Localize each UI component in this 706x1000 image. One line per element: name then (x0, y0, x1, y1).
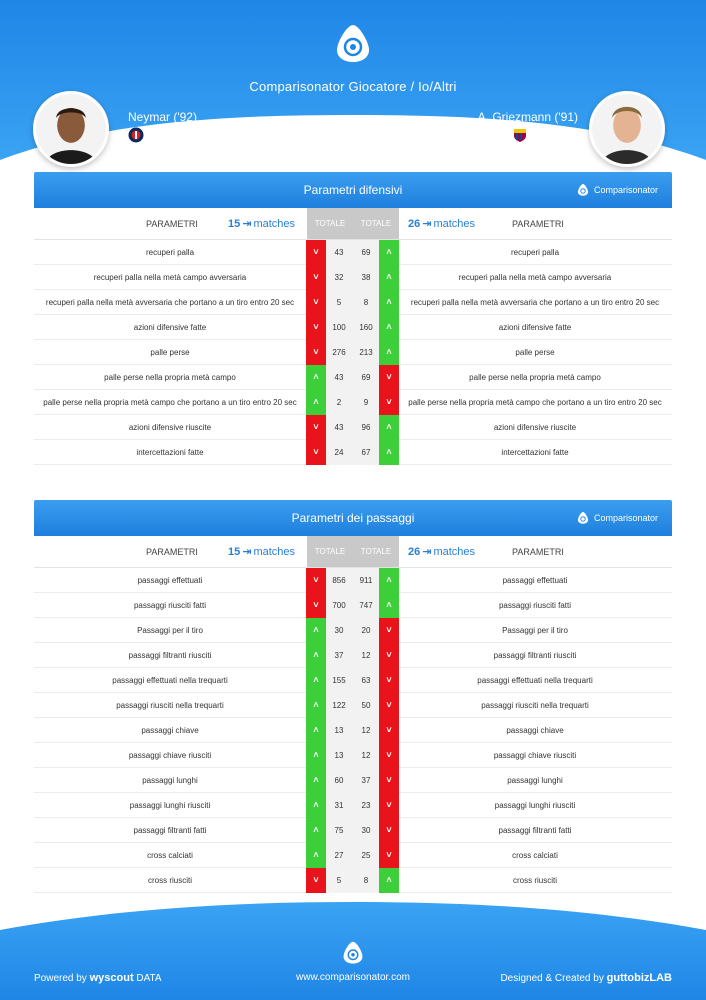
chevron-up-icon: ˄ (306, 793, 326, 818)
matches-right-text: matches (433, 218, 476, 230)
param-label-left: palle perse nella propria metà campo (104, 373, 236, 382)
value-left: 5 (336, 298, 342, 307)
value-right: 30 (361, 826, 371, 835)
matches-right-count: 26 (408, 218, 421, 230)
param-label-right: passaggi effettuati (502, 576, 568, 585)
chevron-up-icon: ˄ (306, 693, 326, 718)
param-label-left: passaggi filtranti riusciti (128, 651, 212, 660)
chevron-down-icon: ˅ (306, 568, 326, 593)
value-right: 911 (359, 576, 373, 585)
matches-right (408, 217, 475, 230)
player-left-name: Neymar ('92) (128, 110, 197, 124)
chevron-up-icon: ˄ (379, 240, 399, 265)
column-header (34, 536, 672, 568)
table-row (34, 743, 672, 768)
value-right: 8 (363, 876, 369, 885)
param-header-left: PARAMETRI (146, 547, 198, 557)
section-defensive (34, 172, 672, 465)
matches-left-text: matches (253, 218, 296, 230)
chevron-down-icon: ˅ (379, 818, 399, 843)
value-right: 25 (361, 851, 371, 860)
value-left: 122 (332, 701, 346, 710)
data-word: DATA (136, 973, 162, 984)
value-left: 60 (334, 776, 344, 785)
table-row (34, 240, 672, 265)
param-label-left: recuperi palla (145, 248, 195, 257)
value-left: 155 (332, 676, 346, 685)
param-label-right: Passaggi per il tiro (502, 626, 568, 635)
param-label-left: passaggi riusciti fatti (133, 601, 207, 610)
value-left: 24 (334, 448, 344, 457)
app-title: Comparisonator Giocatore / Io/Altri (249, 79, 457, 94)
chevron-up-icon: ˄ (379, 265, 399, 290)
param-label-left: passaggi chiave riusciti (128, 751, 212, 760)
table-row (34, 693, 672, 718)
param-label-right: passaggi riusciti nella trequarti (481, 701, 589, 710)
chevron-up-icon: ˄ (306, 743, 326, 768)
value-left: 43 (334, 423, 344, 432)
sign-in-icon: ⇥ (422, 546, 432, 558)
param-label-right: passaggi filtranti fatti (498, 826, 572, 835)
section-passing (34, 500, 672, 893)
creator-logo: guttobizLAB (606, 972, 672, 984)
section-brand-label: Comparisonator (593, 513, 658, 523)
total-header-right: TOTALE (353, 536, 399, 567)
value-right: 37 (361, 776, 371, 785)
chevron-down-icon: ˅ (379, 743, 399, 768)
param-label-right: passaggi chiave (506, 726, 564, 735)
player-right-name: A. Griezmann ('91) (477, 110, 578, 124)
value-left: 276 (332, 348, 346, 357)
footer-logo-icon (340, 940, 366, 966)
matches-right-text: matches (433, 546, 476, 558)
chevron-down-icon: ˅ (306, 593, 326, 618)
chevron-up-icon: ˄ (379, 568, 399, 593)
chevron-down-icon: ˅ (306, 265, 326, 290)
table-row (34, 315, 672, 340)
player-right-photo (592, 94, 662, 164)
chevron-down-icon: ˅ (306, 290, 326, 315)
value-left: 100 (332, 323, 346, 332)
chevron-up-icon: ˄ (379, 593, 399, 618)
chevron-up-icon: ˄ (306, 718, 326, 743)
param-label-right: passaggi filtranti riusciti (493, 651, 577, 660)
table-row (34, 718, 672, 743)
powered-by-label: Powered by (34, 973, 87, 984)
player-left-photo (36, 94, 106, 164)
value-right: 96 (361, 423, 371, 432)
table-row (34, 768, 672, 793)
table-row (34, 668, 672, 693)
value-right: 8 (363, 298, 369, 307)
value-left: 5 (336, 876, 342, 885)
player-right-club (512, 127, 578, 143)
chevron-up-icon: ˄ (379, 340, 399, 365)
matches-left (228, 217, 295, 230)
wyscout-logo: wyscout (89, 972, 134, 984)
chevron-down-icon: ˅ (379, 718, 399, 743)
matches-right-count: 26 (408, 546, 421, 558)
chevron-up-icon: ˄ (379, 315, 399, 340)
total-header-right: TOTALE (353, 208, 399, 239)
matches-left (228, 545, 295, 558)
table-row (34, 593, 672, 618)
chevron-down-icon: ˅ (306, 340, 326, 365)
chevron-up-icon: ˄ (306, 768, 326, 793)
value-right: 23 (361, 801, 371, 810)
sign-in-icon: ⇥ (242, 218, 252, 230)
psg-badge-icon (128, 127, 144, 143)
section-header (34, 500, 672, 536)
chevron-down-icon: ˅ (306, 240, 326, 265)
chevron-down-icon: ˅ (379, 793, 399, 818)
value-left: 700 (332, 601, 346, 610)
chevron-up-icon: ˄ (379, 868, 399, 893)
value-left: 32 (334, 273, 344, 282)
designed-by (500, 972, 672, 984)
table-row (34, 365, 672, 390)
table-row (34, 818, 672, 843)
header (0, 0, 706, 200)
value-right: 12 (361, 726, 371, 735)
chevron-down-icon: ˅ (379, 365, 399, 390)
chevron-down-icon: ˅ (379, 618, 399, 643)
param-label-left: Passaggi per il tiro (137, 626, 203, 635)
value-right: 12 (361, 651, 371, 660)
table-row (34, 265, 672, 290)
param-label-right: passaggi chiave riusciti (493, 751, 577, 760)
barcelona-badge-icon (512, 127, 528, 143)
chevron-down-icon: ˅ (379, 390, 399, 415)
value-left: 13 (334, 726, 344, 735)
designed-by-label: Designed & Created by (500, 973, 604, 984)
chevron-up-icon: ˄ (306, 618, 326, 643)
sign-in-icon: ⇥ (422, 218, 432, 230)
value-left: 37 (334, 651, 344, 660)
value-left: 43 (334, 373, 344, 382)
chevron-down-icon: ˅ (379, 643, 399, 668)
value-right: 12 (361, 751, 371, 760)
chevron-down-icon: ˅ (306, 868, 326, 893)
value-right: 69 (361, 248, 371, 257)
website-link[interactable]: www.comparisonator.com (296, 972, 410, 983)
footer (0, 890, 706, 1000)
value-left: 43 (334, 248, 344, 257)
param-label-right: palle perse nella propria metà campo (469, 373, 601, 382)
sign-in-icon: ⇥ (242, 546, 252, 558)
matches-left-count: 15 (228, 546, 241, 558)
param-label-left: passaggi lunghi (142, 776, 198, 785)
param-label-right: recuperi palla nella metà campo avversaria (458, 273, 612, 282)
value-right: 38 (361, 273, 371, 282)
chevron-down-icon: ˅ (379, 693, 399, 718)
comparisonator-small-icon (576, 511, 590, 525)
param-label-left: passaggi lunghi riusciti (129, 801, 211, 810)
player-left-club-name: PSG (149, 129, 171, 141)
chevron-up-icon: ˄ (306, 643, 326, 668)
value-left: 30 (334, 626, 344, 635)
section-title: Parametri dei passaggi (291, 511, 415, 525)
param-label-left: azioni difensive riuscite (128, 423, 212, 432)
chevron-down-icon: ˅ (306, 315, 326, 340)
table-row (34, 415, 672, 440)
comparisonator-small-icon (576, 183, 590, 197)
matches-left-text: matches (253, 546, 296, 558)
chevron-up-icon: ˄ (306, 365, 326, 390)
param-label-right: passaggi lunghi riusciti (494, 801, 576, 810)
table-row (34, 440, 672, 465)
chevron-up-icon: ˄ (306, 668, 326, 693)
value-right: 69 (361, 373, 371, 382)
section-title: Parametri difensivi (303, 183, 403, 197)
param-label-right: cross calciati (512, 851, 558, 860)
param-label-left: passaggi filtranti fatti (133, 826, 207, 835)
player-right-club-name: Barcelona (532, 129, 578, 141)
param-header-right: PARAMETRI (512, 547, 564, 557)
table-row (34, 643, 672, 668)
player-left-club (128, 127, 170, 143)
value-left: 31 (334, 801, 344, 810)
chevron-up-icon: ˄ (379, 290, 399, 315)
value-right: 50 (361, 701, 371, 710)
chevron-up-icon: ˄ (306, 390, 326, 415)
chevron-up-icon: ˄ (379, 415, 399, 440)
param-label-right: recuperi palla (510, 248, 560, 257)
value-right: 9 (363, 398, 369, 407)
param-label-right: recuperi palla nella metà avversaria che portano a un tiro entro 20 sec (410, 298, 660, 307)
table-row (34, 568, 672, 593)
total-header-left: TOTALE (307, 208, 353, 239)
param-label-right: palle perse (515, 348, 555, 357)
param-label-right: azioni difensive fatte (498, 323, 572, 332)
param-label-left: passaggi chiave (141, 726, 199, 735)
table-row (34, 793, 672, 818)
param-label-left: passaggi effettuati (137, 576, 203, 585)
param-label-right: intercettazioni fatte (501, 448, 569, 457)
chevron-up-icon: ˄ (379, 440, 399, 465)
value-left: 2 (336, 398, 342, 407)
param-label-left: palle perse nella propria metà campo che portano a un tiro entro 20 sec (43, 398, 297, 407)
chevron-down-icon: ˅ (379, 768, 399, 793)
value-right: 213 (359, 348, 373, 357)
value-left: 75 (334, 826, 344, 835)
value-left: 13 (334, 751, 344, 760)
value-right: 20 (361, 626, 371, 635)
comparisonator-logo-icon (331, 22, 375, 66)
value-right: 160 (359, 323, 373, 332)
chevron-down-icon: ˅ (379, 668, 399, 693)
chevron-down-icon: ˅ (306, 415, 326, 440)
matches-left-count: 15 (228, 218, 241, 230)
param-label-left: passaggi effettuati nella trequarti (112, 676, 228, 685)
chevron-up-icon: ˄ (306, 843, 326, 868)
matches-right (408, 545, 475, 558)
section-header (34, 172, 672, 208)
param-label-left: palle perse (150, 348, 190, 357)
total-header-left: TOTALE (307, 536, 353, 567)
value-left: 856 (332, 576, 346, 585)
section-brand (576, 183, 658, 197)
table-row (34, 340, 672, 365)
player-left-avatar (33, 91, 109, 167)
param-label-left: passaggi riusciti nella trequarti (116, 701, 224, 710)
table-row (34, 843, 672, 868)
param-header-left: PARAMETRI (146, 219, 198, 229)
param-label-right: cross riusciti (512, 876, 557, 885)
section-brand-label: Comparisonator (593, 185, 658, 195)
param-label-left: azioni difensive fatte (133, 323, 207, 332)
param-label-right: passaggi effettuati nella trequarti (477, 676, 593, 685)
param-label-left: cross riusciti (147, 876, 192, 885)
chevron-down-icon: ˅ (379, 843, 399, 868)
param-label-left: cross calciati (147, 851, 193, 860)
chevron-up-icon: ˄ (306, 818, 326, 843)
param-label-right: azioni difensive riuscite (493, 423, 577, 432)
value-left: 27 (334, 851, 344, 860)
value-right: 67 (361, 448, 371, 457)
table-row (34, 290, 672, 315)
column-header (34, 208, 672, 240)
param-label-right: passaggi lunghi (507, 776, 563, 785)
param-label-left: intercettazioni fatte (136, 448, 204, 457)
player-right-avatar (589, 91, 665, 167)
value-right: 747 (359, 601, 373, 610)
param-label-right: passaggi riusciti fatti (498, 601, 572, 610)
table-row (34, 390, 672, 415)
chevron-down-icon: ˅ (306, 440, 326, 465)
param-label-left: recuperi palla nella metà avversaria che portano a un tiro entro 20 sec (45, 298, 295, 307)
param-header-right: PARAMETRI (512, 219, 564, 229)
value-right: 63 (361, 676, 371, 685)
section-brand (576, 511, 658, 525)
param-label-right: palle perse nella propria metà campo che portano a un tiro entro 20 sec (408, 398, 662, 407)
param-label-left: recuperi palla nella metà campo avversaria (93, 273, 247, 282)
table-row (34, 618, 672, 643)
